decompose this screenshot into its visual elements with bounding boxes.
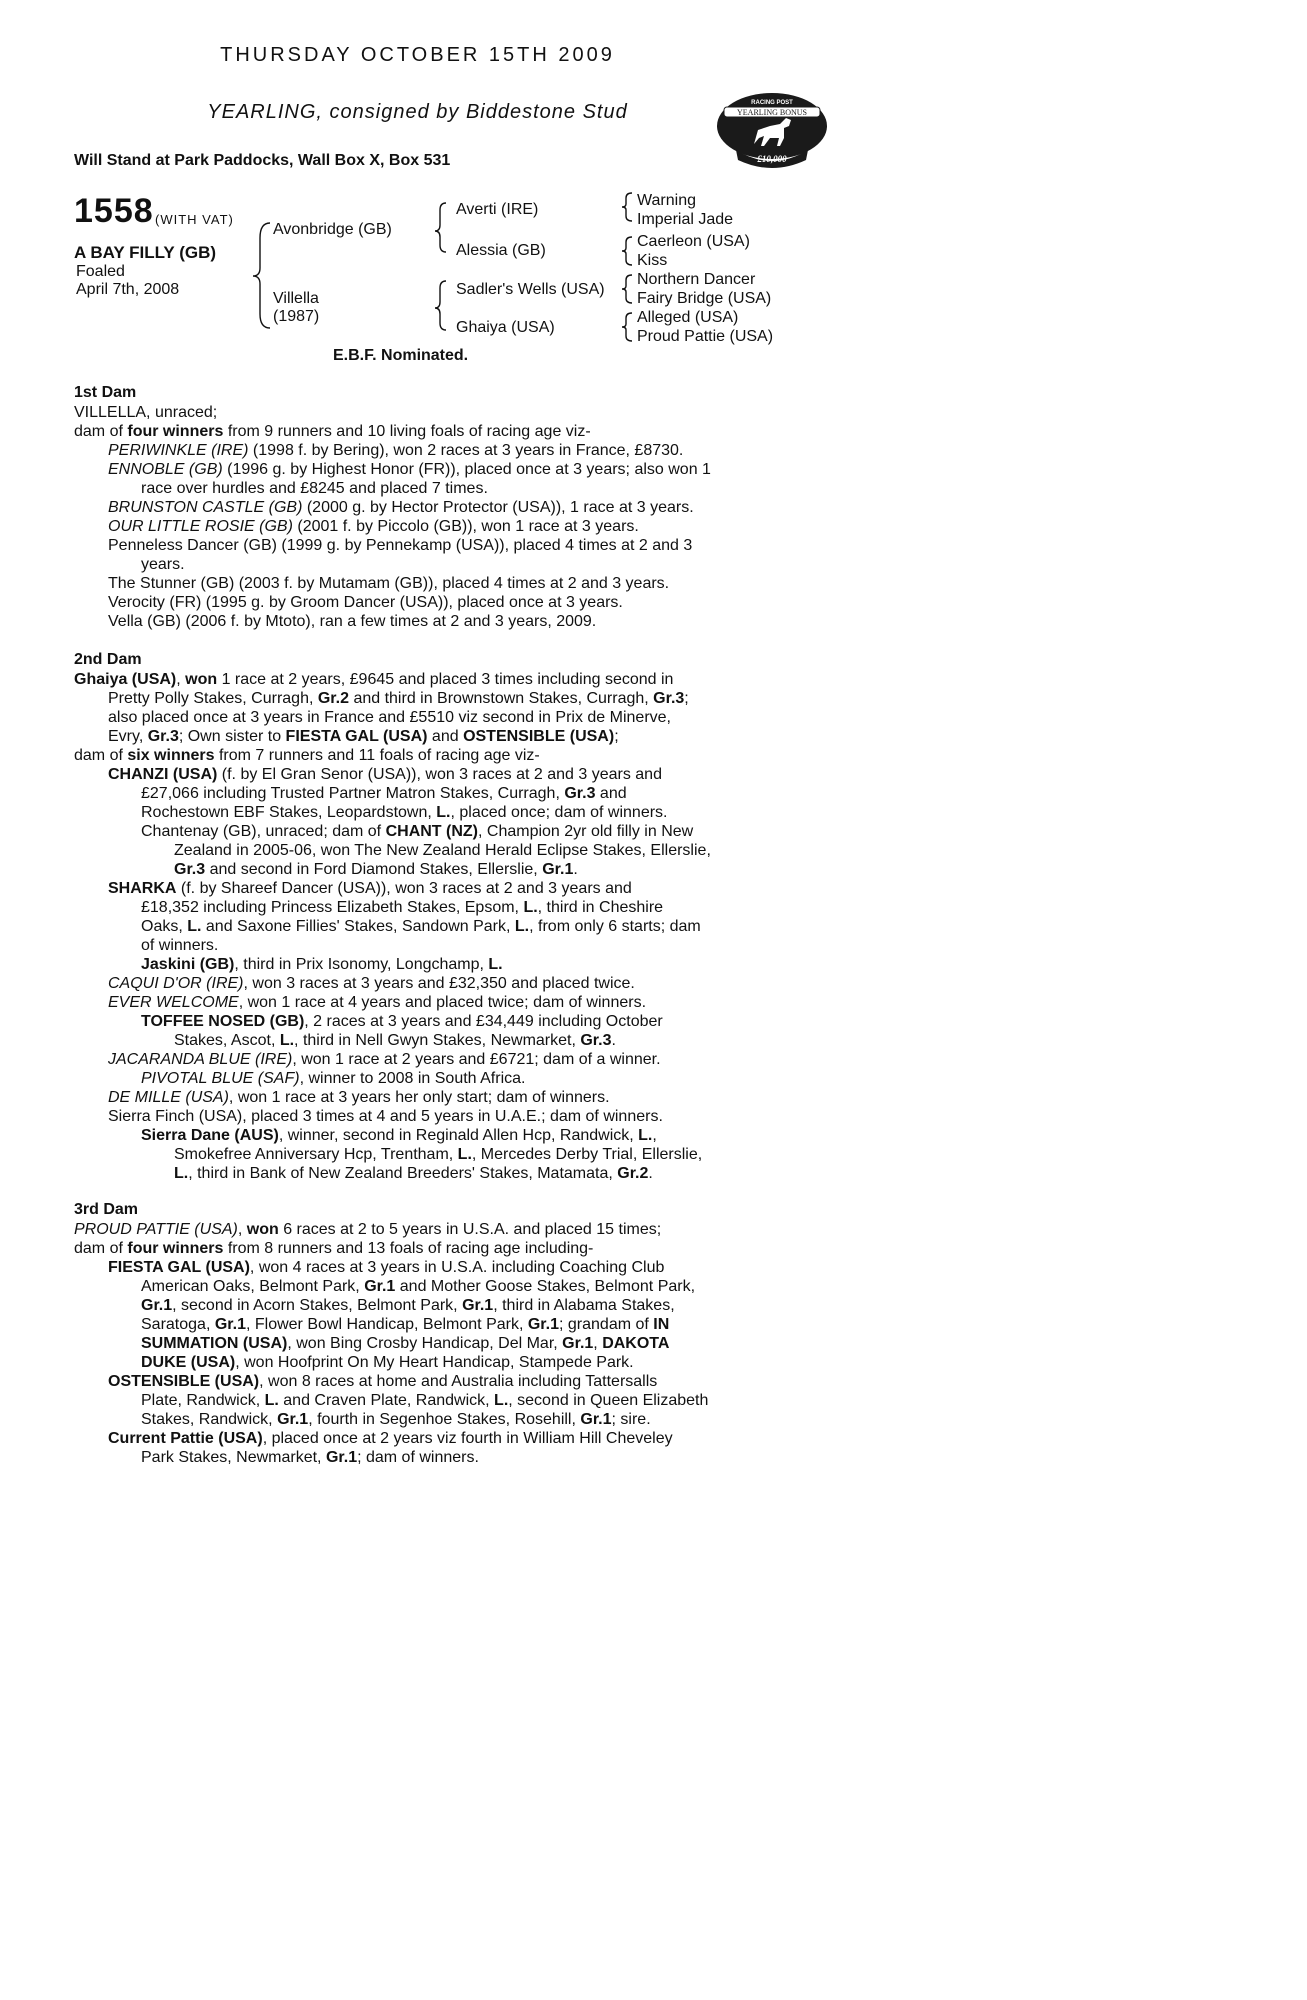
ebf-note: E.B.F. Nominated. xyxy=(333,347,469,364)
ancestor-8: Proud Pattie (USA) xyxy=(637,328,774,345)
progeny-entry-cont: SUMMATION (USA), won Bing Crosby Handicap, Del Mar, Gr.1, DAKOTA xyxy=(141,1335,670,1352)
progeny-entry: Sierra Finch (USA), placed 3 times at 4 and 5 years in U.A.E.; dam of winners. xyxy=(108,1108,663,1125)
grand-progeny-cont: Zealand in 2005-06, won The New Zealand Herald Eclipse Stakes, Ellerslie, xyxy=(174,842,711,859)
ancestor-1: Warning xyxy=(637,192,696,209)
progeny-entry: CHANZI (USA) (f. by El Gran Senor (USA)), won 3 races at 2 and 3 years and xyxy=(108,766,662,783)
first-dam-title: 1st Dam xyxy=(74,384,137,401)
progeny-entry-cont: race over hurdles and £8245 and placed 7 times. xyxy=(141,480,488,497)
lot-number: 1558 xyxy=(74,192,154,230)
progeny-entry-cont: Gr.1, second in Acorn Stakes, Belmont Park, Gr.1, third in Alabama Stakes, xyxy=(141,1297,675,1314)
grand-progeny-cont: L., third in Bank of New Zealand Breeders' Stakes, Matamata, Gr.2. xyxy=(174,1165,653,1182)
second-dam-line: Pretty Polly Stakes, Curragh, Gr.2 and third in Brownstown Stakes, Curragh, Gr.3; xyxy=(108,690,689,707)
dam-year: (1987) xyxy=(273,308,320,325)
progeny-entry-cont: DUKE (USA), won Hoofprint On My Heart Handicap, Stampede Park. xyxy=(141,1354,634,1371)
foaled-date: April 7th, 2008 xyxy=(76,281,180,298)
dam: Villella xyxy=(273,290,319,307)
ancestor-7: Alleged (USA) xyxy=(637,309,739,326)
second-dam-line: Evry, Gr.3; Own sister to FIESTA GAL (USA) and OSTENSIBLE (USA); xyxy=(108,728,619,745)
third-dam-summary: dam of four winners from 8 runners and 13 foals of racing age including- xyxy=(74,1240,594,1257)
progeny-entry: DE MILLE (USA), won 1 race at 3 years her only start; dam of winners. xyxy=(108,1089,610,1106)
ancestor-4: Kiss xyxy=(637,252,668,269)
ancestor-5: Northern Dancer xyxy=(637,271,756,288)
sire: Avonbridge (GB) xyxy=(273,221,392,238)
progeny-entry-cont: Saratoga, Gr.1, Flower Bowl Handicap, Belmont Park, Gr.1; grandam of IN xyxy=(141,1316,670,1333)
progeny-entry: FIESTA GAL (USA), won 4 races at 3 years in U.S.A. including Coaching Club xyxy=(108,1259,665,1276)
consignment-line: YEARLING, consigned by Biddestone Stud xyxy=(207,101,628,123)
grand-progeny-entry: Chantenay (GB), unraced; dam of CHANT (NZ), Champion 2yr old filly in New xyxy=(141,823,694,840)
second-dam-line: also placed once at 3 years in France and £5510 viz second in Prix de Minerve, xyxy=(108,709,671,726)
third-dam-line: PROUD PATTIE (USA), won 6 races at 2 to 5 years in U.S.A. and placed 15 times; xyxy=(74,1221,662,1238)
dam-sire: Sadler's Wells (USA) xyxy=(456,281,605,298)
grand-progeny-entry: TOFFEE NOSED (GB), 2 races at 3 years and £34,449 including October xyxy=(141,1013,663,1030)
progeny-entry-cont: American Oaks, Belmont Park, Gr.1 and Mother Goose Stakes, Belmont Park, xyxy=(141,1278,696,1295)
progeny-entry-cont: Oaks, L. and Saxone Fillies' Stakes, Sandown Park, L., from only 6 starts; dam xyxy=(141,918,701,935)
first-dam-name: VILLELLA, unraced; xyxy=(74,404,218,421)
progeny-entry-cont: Park Stakes, Newmarket, Gr.1; dam of winners. xyxy=(141,1449,479,1466)
progeny-entry: SHARKA (f. by Shareef Dancer (USA)), won 3 races at 2 and 3 years and xyxy=(108,880,632,897)
progeny-entry: ENNOBLE (GB) (1996 g. by Highest Honor (FR)), placed once at 3 years; also won 1 xyxy=(108,461,711,478)
second-dam-summary: dam of six winners from 7 runners and 11 foals of racing age viz- xyxy=(74,747,540,764)
first-dam-summary: dam of four winners from 9 runners and 10 living foals of racing age viz- xyxy=(74,423,591,440)
grand-progeny-entry: PIVOTAL BLUE (SAF), winner to 2008 in South Africa. xyxy=(141,1070,526,1087)
grand-progeny-entry: Sierra Dane (AUS), winner, second in Reginald Allen Hcp, Randwick, L., xyxy=(141,1127,657,1144)
sire-sire: Averti (IRE) xyxy=(456,201,539,218)
lot-name: A BAY FILLY (GB) xyxy=(74,243,217,262)
progeny-entry: Vella (GB) (2006 f. by Mtoto), ran a few times at 2 and 3 years, 2009. xyxy=(108,613,597,630)
progeny-entry-cont: years. xyxy=(141,556,185,573)
third-dam-title: 3rd Dam xyxy=(74,1201,139,1218)
progeny-entry: Current Pattie (USA), placed once at 2 years viz fourth in William Hill Cheveley xyxy=(108,1430,673,1447)
stand-location: Will Stand at Park Paddocks, Wall Box X, Box 531 xyxy=(74,152,451,169)
ancestor-6: Fairy Bridge (USA) xyxy=(637,290,772,307)
vat-note: (WITH VAT) xyxy=(155,212,234,227)
progeny-entry-cont: Stakes, Randwick, Gr.1, fourth in Segenhoe Stakes, Rosehill, Gr.1; sire. xyxy=(141,1411,651,1428)
ancestor-2: Imperial Jade xyxy=(637,211,734,228)
progeny-entry: Penneless Dancer (GB) (1999 g. by Pennekamp (USA)), placed 4 times at 2 and 3 xyxy=(108,537,693,554)
badge-top-text: RACING POST xyxy=(751,100,793,106)
grand-progeny-entry: Jaskini (GB), third in Prix Isonomy, Longchamp, L. xyxy=(141,956,503,973)
progeny-entry-cont: of winners. xyxy=(141,937,219,954)
progeny-entry-cont: Plate, Randwick, L. and Craven Plate, Randwick, L., second in Queen Elizabeth xyxy=(141,1392,709,1409)
grand-progeny-cont: Smokefree Anniversary Hcp, Trentham, L., Mercedes Derby Trial, Ellerslie, xyxy=(174,1146,703,1163)
second-dam-title: 2nd Dam xyxy=(74,651,142,668)
grand-progeny-cont: Stakes, Ascot, L., third in Nell Gwyn Stakes, Newmarket, Gr.3. xyxy=(174,1032,616,1049)
dam-dam: Ghaiya (USA) xyxy=(456,319,555,336)
badge-amount: £10,000 xyxy=(757,154,787,164)
progeny-entry: OUR LITTLE ROSIE (GB) (2001 f. by Piccolo (GB)), won 1 race at 3 years. xyxy=(108,518,639,535)
progeny-entry-cont: Rochestown EBF Stakes, Leopardstown, L., placed once; dam of winners. xyxy=(141,804,668,821)
sale-date: THURSDAY OCTOBER 15TH 2009 xyxy=(220,44,615,66)
progeny-entry: Verocity (FR) (1995 g. by Groom Dancer (USA)), placed once at 3 years. xyxy=(108,594,623,611)
foaled-label: Foaled xyxy=(76,263,125,280)
sire-dam: Alessia (GB) xyxy=(456,242,546,259)
progeny-entry-cont: £27,066 including Trusted Partner Matron Stakes, Curragh, Gr.3 and xyxy=(141,785,627,802)
progeny-entry: BRUNSTON CASTLE (GB) (2000 g. by Hector Protector (USA)), 1 race at 3 years. xyxy=(108,499,694,516)
badge-ribbon-text: YEARLING BONUS xyxy=(737,108,807,117)
grand-progeny-cont: Gr.3 and second in Ford Diamond Stakes, Ellerslie, Gr.1. xyxy=(174,861,578,878)
progeny-entry: EVER WELCOME, won 1 race at 4 years and placed twice; dam of winners. xyxy=(108,994,647,1011)
progeny-entry: OSTENSIBLE (USA), won 8 races at home and Australia including Tattersalls xyxy=(108,1373,658,1390)
progeny-entry: The Stunner (GB) (2003 f. by Mutamam (GB)), placed 4 times at 2 and 3 years. xyxy=(108,575,670,592)
progeny-entry-cont: £18,352 including Princess Elizabeth Stakes, Epsom, L., third in Cheshire xyxy=(141,899,664,916)
progeny-entry: PERIWINKLE (IRE) (1998 f. by Bering), won 2 races at 3 years in France, £8730. xyxy=(108,442,684,459)
progeny-entry: JACARANDA BLUE (IRE), won 1 race at 2 years and £6721; dam of a winner. xyxy=(108,1051,661,1068)
progeny-entry: CAQUI D'OR (IRE), won 3 races at 3 years and £32,350 and placed twice. xyxy=(108,975,635,992)
second-dam-line: Ghaiya (USA), won 1 race at 2 years, £9645 and placed 3 times including second in xyxy=(74,671,674,688)
ancestor-3: Caerleon (USA) xyxy=(637,233,750,250)
